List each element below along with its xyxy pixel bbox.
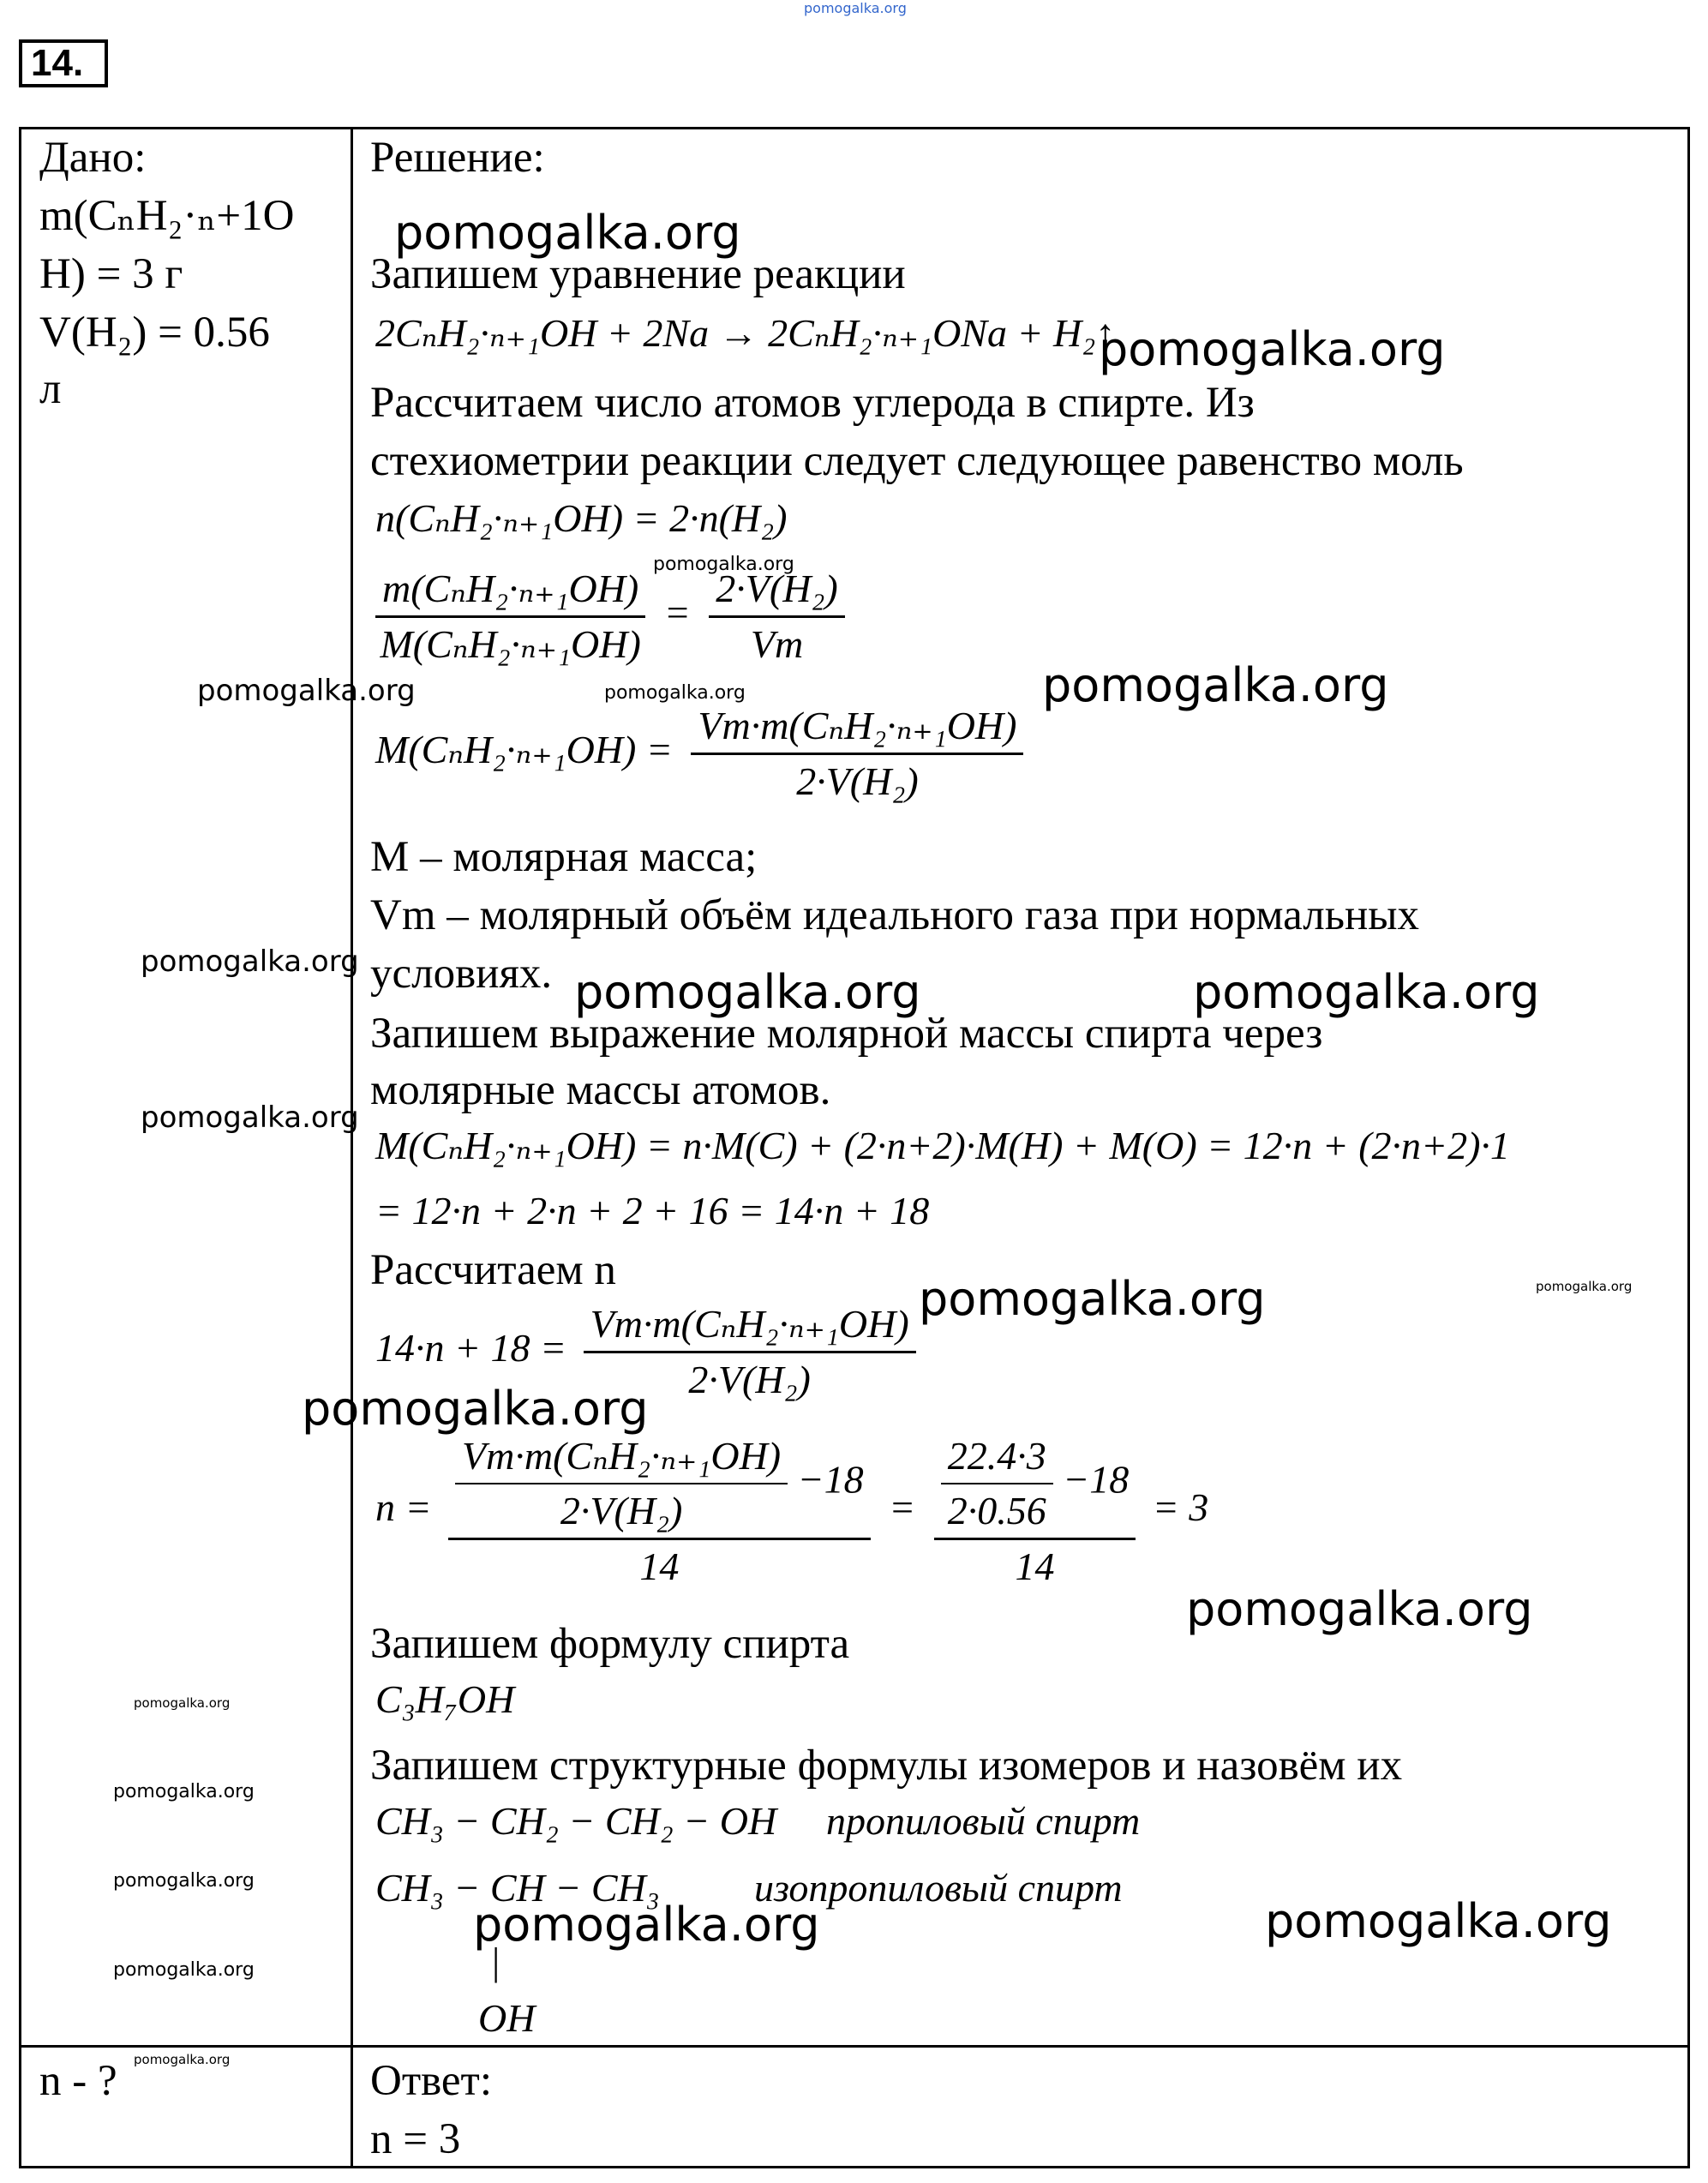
watermark: pomogalka.org: [134, 1695, 231, 1711]
eq7-lhs: n =: [375, 1485, 432, 1530]
watermark: pomogalka.org: [113, 1870, 255, 1892]
equation-molar-mass: [375, 703, 1023, 805]
watermark: pomogalka.org: [804, 0, 907, 16]
eq3-lhs: M(CₙH₂·ₙ₊₁OH) =: [375, 728, 673, 772]
answer-value: n = 3: [370, 2115, 461, 2163]
equation-mass-ratio: $\frac{\text{m(CₙH₂·ₙ₊₁OH)}}{\text{M(CₙH₂·ₙ₊₁OH)}}$ = $\frac{\text{2·V(H₂)}}{Vm}$: [375, 566, 845, 668]
alcohol-formula: C₃H₇OH: [375, 1677, 515, 1721]
eq7-mid-denominator-14: 14: [1015, 1544, 1055, 1588]
paragraph-conditions: условиях.: [370, 950, 553, 998]
watermark: pomogalka.org: [574, 965, 921, 1019]
eq7-mid-denominator: 2·0.56: [947, 1489, 1046, 1532]
watermark: pomogalka.org: [1193, 965, 1540, 1019]
column-divider: [351, 127, 353, 2168]
problem-number: 14.: [19, 39, 108, 87]
eq3-numerator: Vm·m(CₙH₂·ₙ₊₁OH): [691, 703, 1023, 755]
answer-label: Ответ:: [370, 2057, 492, 2105]
isomer-1-name: пропиловый спирт: [826, 1799, 1141, 1843]
given-line-3: V(H₂) = 0.56: [39, 309, 270, 357]
equation-molar-mass-simplified: = 12·n + 2·n + 2 + 16 = 14·n + 18: [375, 1189, 930, 1232]
watermark: pomogalka.org: [113, 1959, 255, 1981]
find-label: n - ?: [39, 2057, 117, 2105]
watermark: pomogalka.org: [1265, 1894, 1612, 1948]
equation-moles: n(CₙH₂·ₙ₊₁OH) = 2·n(H₂): [375, 496, 788, 540]
eq2-denominator-right: Vm: [750, 622, 804, 666]
paragraph-isomers: Запишем структурные формулы изомеров и назовём их: [370, 1742, 1403, 1790]
given-label: Дано:: [39, 134, 147, 182]
watermark: pomogalka.org: [134, 2052, 231, 2067]
watermark: pomogalka.org: [141, 1100, 359, 1135]
watermark: pomogalka.org: [653, 554, 794, 575]
watermark: pomogalka.org: [1536, 1279, 1633, 1294]
watermark: pomogalka.org: [141, 945, 359, 979]
paragraph-vm-def: Vm – молярный объём идеального газа при нормальных: [370, 891, 1420, 939]
equation-n-solution: n = $\frac{\text{Vm·m(CₙH₂·ₙ₊₁OH)}}{\text{2·V(H₂)}}$ −18 14 = $\frac{22.4\cdot 3}{2\cdot 0.56}$ −18 14 = 3: [375, 1434, 1209, 1588]
isomer-2-branch-bar: |: [492, 1940, 500, 1983]
given-line-1: m(CₙH₂·ₙ+1O: [39, 192, 295, 240]
equation-molar-mass-expanded: M(CₙH₂·ₙ₊₁OH) = n·M(C) + (2·n+2)·M(H) + M(O) = 12·n + (2·n+2)·1: [375, 1124, 1510, 1167]
watermark: pomogalka.org: [302, 1382, 649, 1436]
watermark: pomogalka.org: [1042, 658, 1389, 712]
eq3-denominator: 2·V(H₂): [796, 759, 919, 803]
isomer-2-name: изопропиловый спирт: [754, 1866, 1123, 1910]
paragraph-molar-mass-def: M – молярная масса;: [370, 833, 758, 881]
watermark: pomogalka.org: [197, 674, 416, 708]
paragraph-expression: Запишем выражение молярной массы спирта через: [370, 1010, 1323, 1058]
paragraph-calc-n: Рассчитаем n: [370, 1246, 616, 1294]
isomer-1-formula: CH₃ − CH₂ − CH₂ − OH: [375, 1799, 777, 1843]
eq6-numerator: Vm·m(CₙH₂·ₙ₊₁OH): [584, 1301, 916, 1353]
isomer-2-formula: CH₃ − CH − CH₃: [375, 1866, 660, 1910]
watermark: pomogalka.org: [604, 682, 746, 704]
eq7-result: = 3: [1152, 1485, 1209, 1530]
solution-label: Решение:: [370, 134, 545, 182]
eq7-denominator: 14: [639, 1544, 680, 1588]
eq7-inner-denominator: 2·V(H₂): [560, 1489, 683, 1532]
paragraph-carbon-count: Рассчитаем число атомов углерода в спирте. Из: [370, 379, 1255, 427]
eq7-minus-18: −18: [797, 1457, 864, 1502]
watermark: pomogalka.org: [1186, 1582, 1533, 1636]
watermark: pomogalka.org: [394, 206, 741, 260]
paragraph-atom-masses: молярные массы атомов.: [370, 1066, 831, 1114]
answer-divider: [19, 2045, 1690, 2048]
eq7-mid-numerator: 22.4·3: [941, 1433, 1053, 1484]
eq6-lhs: 14·n + 18 =: [375, 1326, 567, 1370]
eq7-inner-numerator: Vm·m(CₙH₂·ₙ₊₁OH): [455, 1433, 788, 1484]
eq2-numerator-left: m(CₙH₂·ₙ₊₁OH): [375, 566, 645, 618]
watermark: pomogalka.org: [1099, 322, 1446, 376]
eq2-numerator-right: 2·V(H₂): [709, 566, 844, 618]
eq6-denominator: 2·V(H₂): [688, 1358, 811, 1401]
paragraph-stoichiometry: стехиометрии реакции следует следующее равенство моль: [370, 437, 1464, 485]
eq7-mid-minus-18: −18: [1063, 1457, 1130, 1502]
paragraph-formula: Запишем формулу спирта: [370, 1620, 850, 1668]
watermark: pomogalka.org: [113, 1781, 255, 1802]
watermark: pomogalka.org: [919, 1272, 1266, 1326]
isomer-2-branch: OH: [478, 1996, 536, 2040]
reaction-equation: 2CₙH₂·ₙ₊₁OH + 2Na → 2CₙH₂·ₙ₊₁ONa + H₂↑: [375, 311, 1116, 355]
given-line-4: л: [39, 365, 62, 413]
given-line-2: H) = 3 г: [39, 250, 183, 298]
paragraph-reaction: Запишем уравнение реакции: [370, 250, 906, 298]
watermark: pomogalka.org: [473, 1898, 820, 1952]
eq2-denominator-left: M(CₙH₂·ₙ₊₁OH): [380, 622, 641, 666]
